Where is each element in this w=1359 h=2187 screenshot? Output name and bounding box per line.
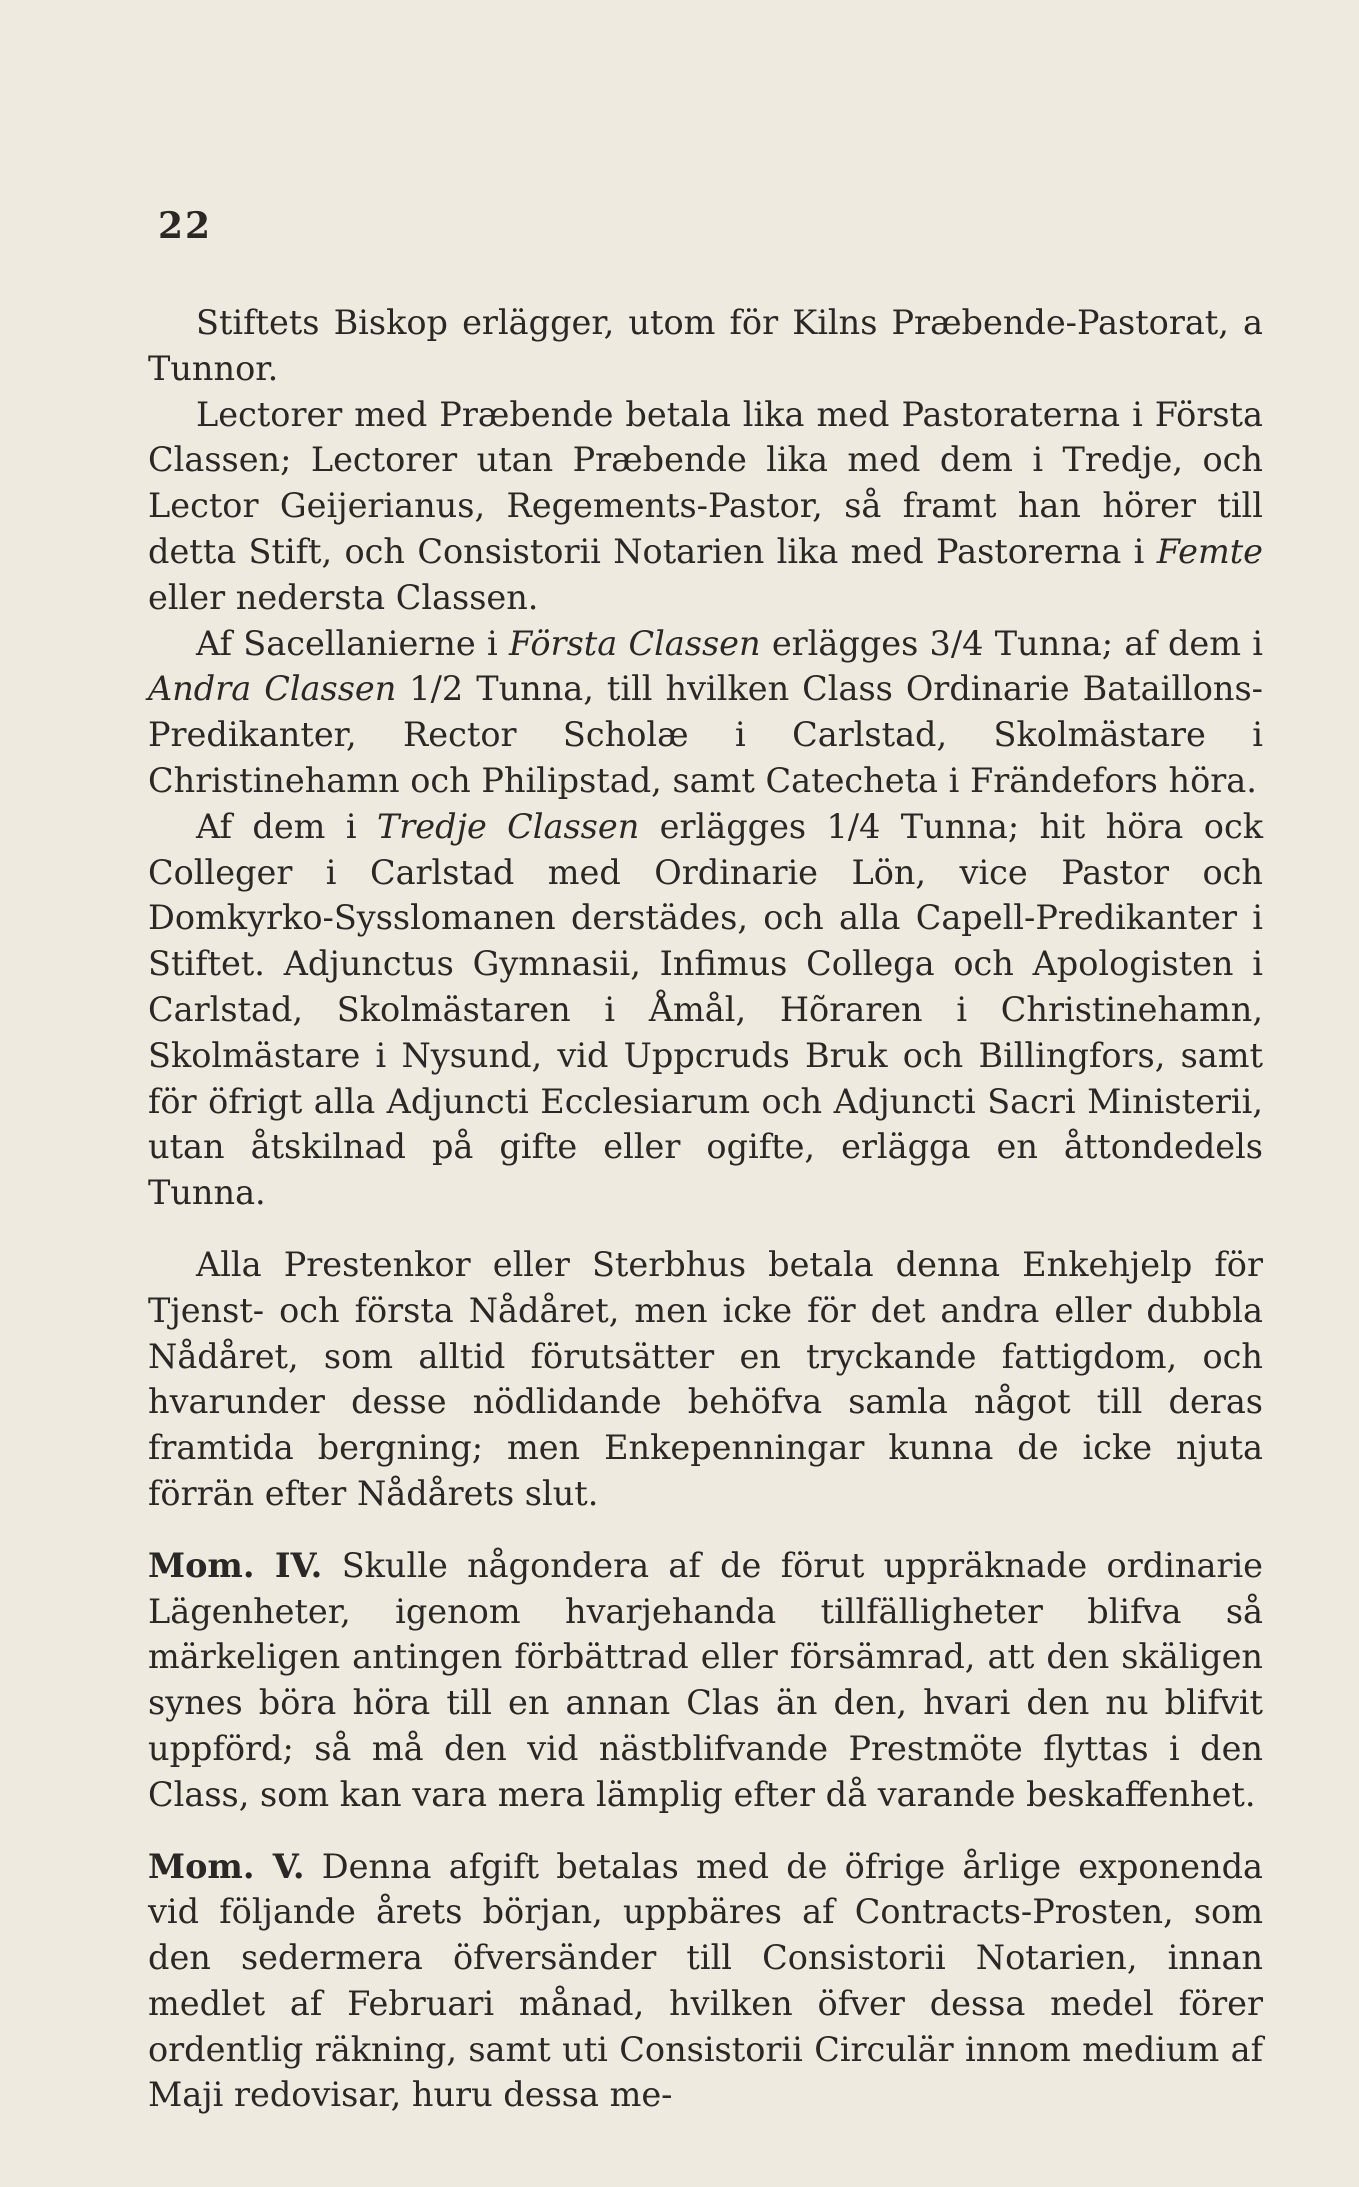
moment-paragraph xyxy=(148,1844,1263,2119)
text-run: 1/2 Tunna, till hvilken Class Ordinarie Bataillons-Predikanter, Rector Scholæ i Carlstad, Skolmästare i Christinehamn och Philipstad, samt Catecheta i Frändefors höra. xyxy=(148,669,1264,800)
text-run: Lectorer med Præbende betala lika med Pastoraterna i Första Classen; Lectorer utan Præbende lika med dem i Tredje, och Lector Geijerianus, Regements-Pastor, så framt han hörer till detta Stift, och Consistorii Notarien lika med Pastorerna i xyxy=(148,394,1263,571)
body-text xyxy=(148,300,1263,2118)
paragraph xyxy=(148,804,1263,1216)
text-run: Skulle någondera af de förut uppräknade ordinarie Lägenheter, igenom hvarjehanda tillfälligheter blifva så märkeligen antingen förbättrad eller försämrad, att den skäligen synes böra höra till en annan Clas än den, hvari den nu blifvit uppförd; så må den vid nästblifvande Prestmöte flyttas i den Class, som kan vara mera lämplig efter då varande beskaffenhet. xyxy=(148,1545,1263,1814)
text-run: Alla Prestenkor eller Sterbhus betala denna Enkehjelp för Tjenst- och första Nådåret, men icke för det andra eller dubbla Nådåret, som alltid förutsätter en tryckande fattigdom, och hvarunder desse nödlidande behöfva samla något till deras framtida bergning; men Enkepenningar kunna de icke njuta förrän efter Nådårets slut. xyxy=(148,1244,1263,1513)
paragraph xyxy=(148,1242,1263,1517)
text-run: erlägges 3/4 Tunna; af dem i xyxy=(760,623,1263,663)
moment-label: Mom. IV. xyxy=(148,1545,323,1585)
paragraph xyxy=(148,621,1263,804)
text-run: Af Sacellanierne i xyxy=(196,623,509,663)
italic-text: Andra Classen xyxy=(148,669,397,709)
italic-text: Femte xyxy=(1156,531,1263,571)
text-run: erlägges 1/4 Tunna; hit höra ock Colleger i Carlstad med Ordinarie Lön, vice Pastor och Domkyrko-Sysslomanen derstädes, och alla Capell-Predikanter i Stiftet. Adjunctus Gymnasii, Infimus Collega och Apologisten i Carlstad, Skolmästaren i Åmål, Hõraren i Christinehamn, Skolmästare i Nysund, vid Uppcruds Bruk och Billingfors, samt för öfrigt alla Adjuncti Ecclesiarum och Adjuncti Sacri Ministerii, utan åtskilnad på gifte eller ogifte, erlägga en åttondedels Tunna. xyxy=(148,806,1264,1213)
paragraph xyxy=(148,300,1263,392)
paragraph xyxy=(148,392,1263,621)
page-number: 22 xyxy=(158,205,213,247)
text-run: Af dem i xyxy=(196,806,377,846)
italic-text: Tredje Classen xyxy=(376,806,640,846)
italic-text: Första Classen xyxy=(508,623,761,663)
text-run: Stiftets Biskop erlägger, utom för Kilns Præbende-Pastorat, a Tunnor. xyxy=(148,303,1263,388)
moment-label: Mom. V. xyxy=(148,1846,305,1886)
moment-paragraph xyxy=(148,1543,1263,1818)
text-run: eller nedersta Classen. xyxy=(148,577,539,617)
text-run: Denna afgift betalas med de öfrige årlige exponenda vid följande årets början, uppbäres af Contracts-Prosten, som den sedermera öfversänder till Consistorii Notarien, innan medlet af Februari månad, hvilken öfver dessa medel förer ordentlig räkning, samt uti Consistorii Circulär innom medium af Maji redovisar, huru dessa me- xyxy=(148,1846,1263,2115)
